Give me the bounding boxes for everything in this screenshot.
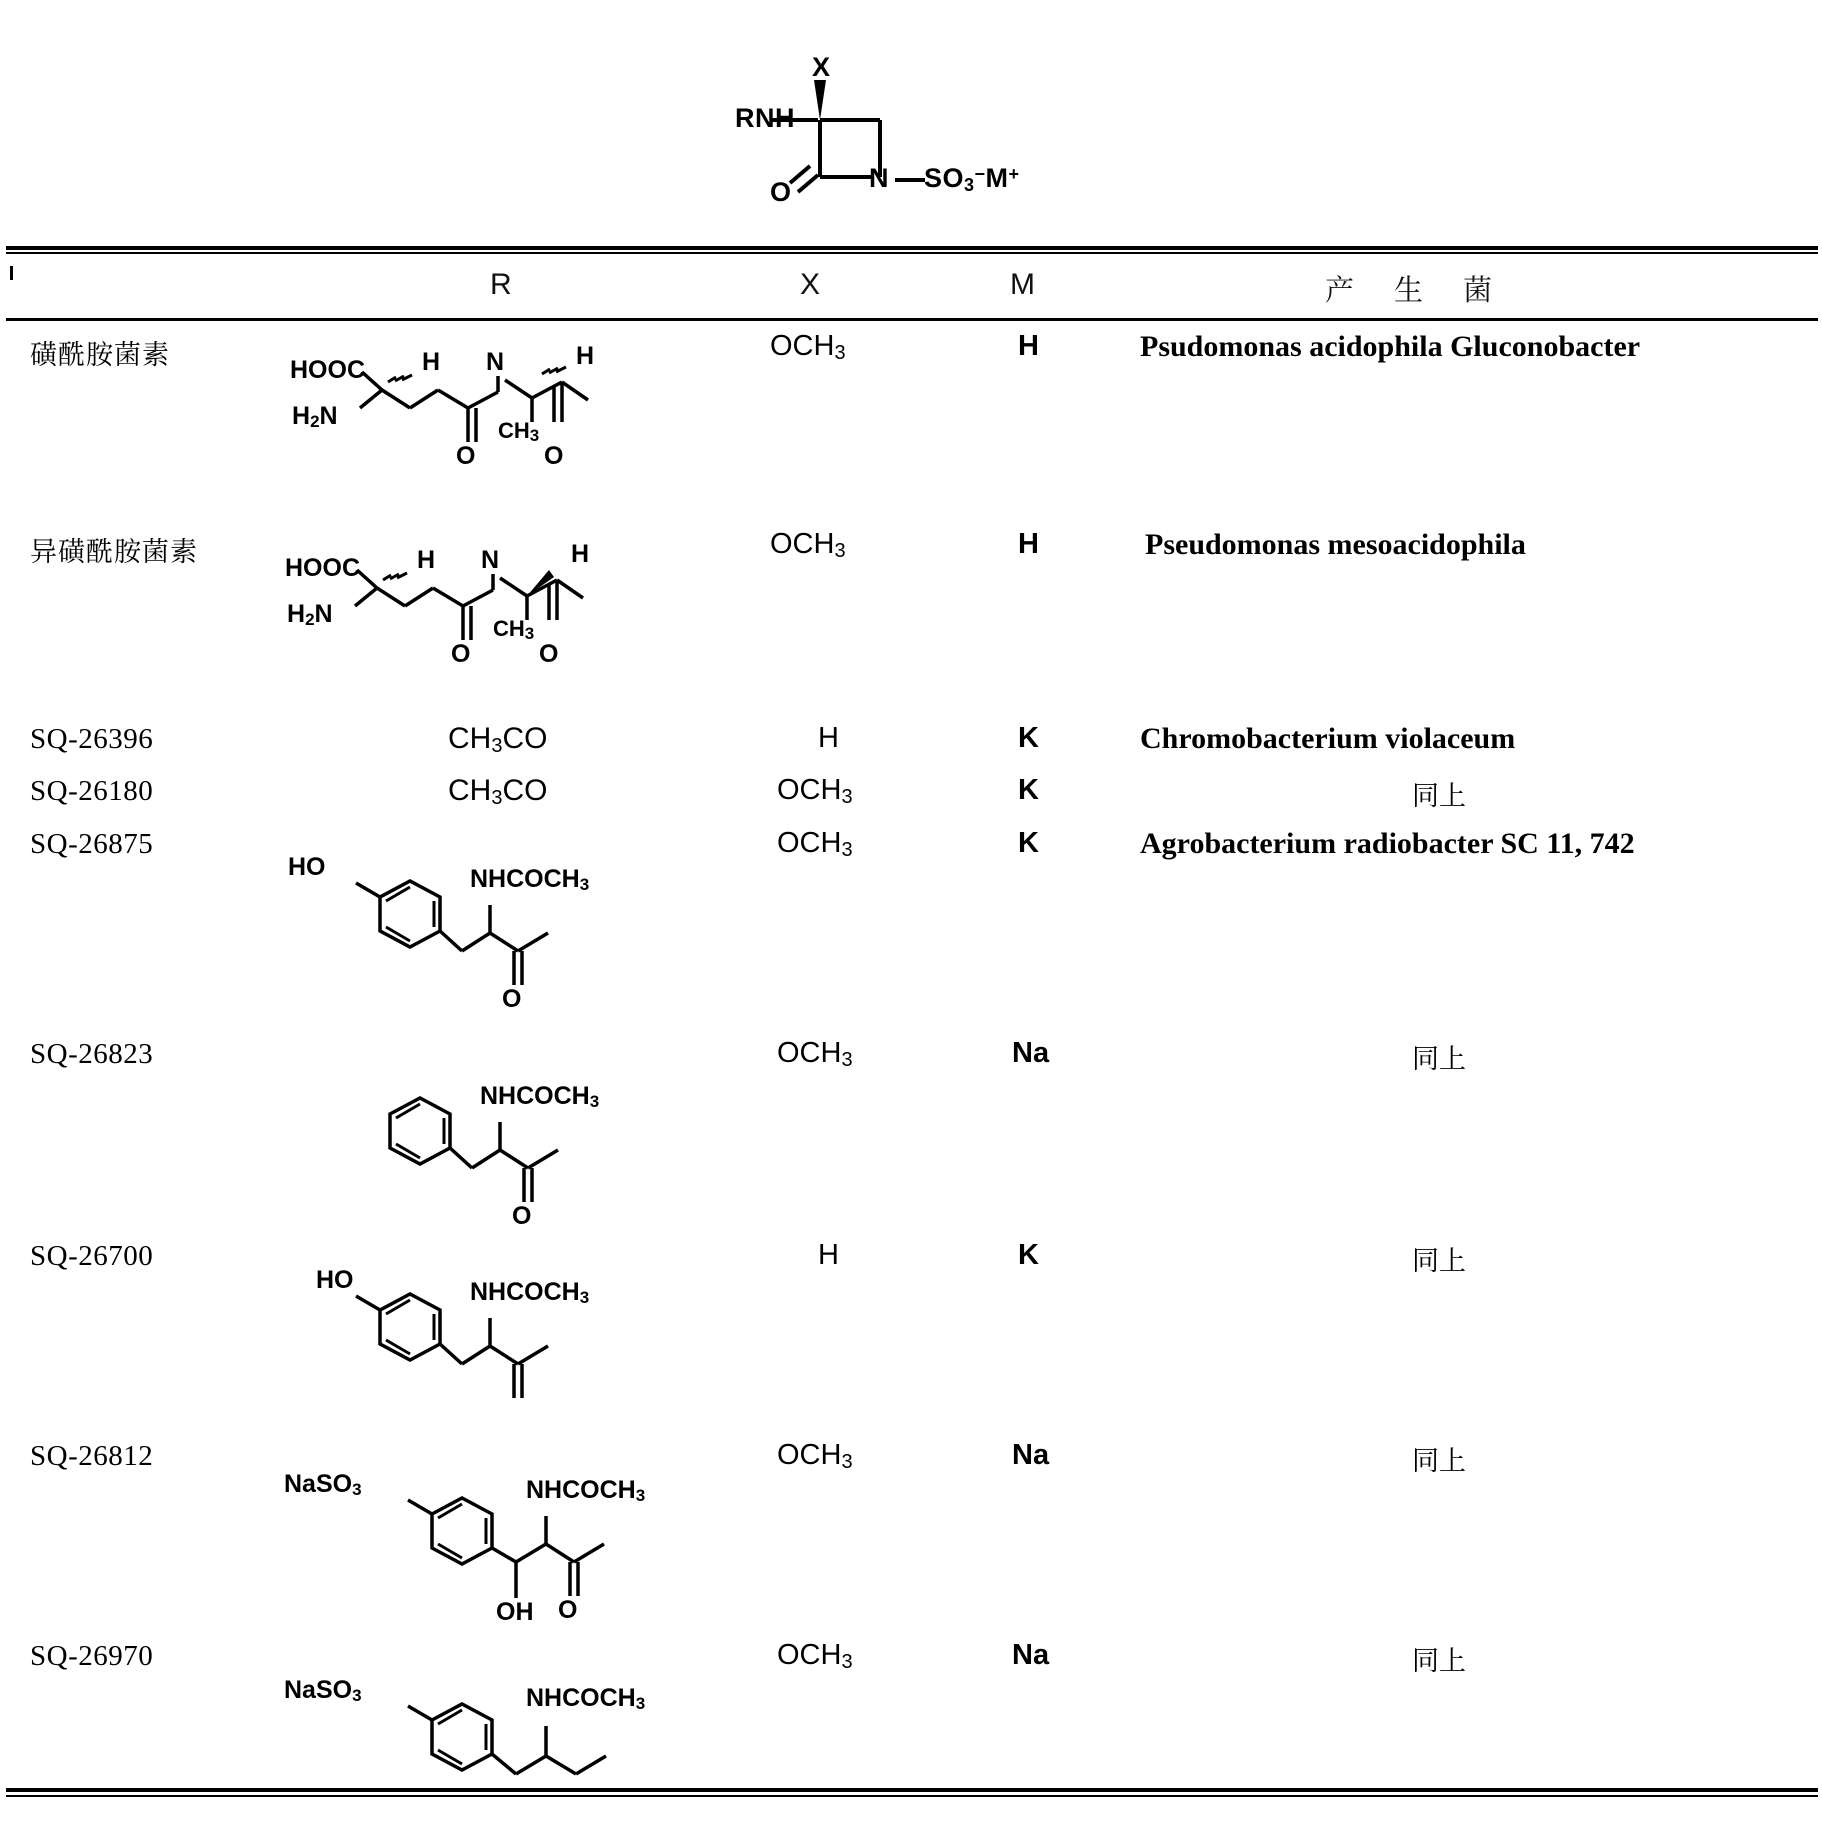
row-r-3: $CH_3CO$ xyxy=(448,774,548,809)
column-header-m: M xyxy=(1010,268,1035,301)
row-producer-4: Agrobacterium radiobacter SC 11, 742 xyxy=(1140,827,1635,860)
structure-label-ch3-1: CH3 xyxy=(493,616,535,643)
structure-label-h-a-0: H xyxy=(422,348,441,376)
table-top-rule xyxy=(6,246,1818,250)
column-header-x: X xyxy=(800,268,821,301)
structure-label-hooc-0: HOOC xyxy=(290,356,365,384)
row-producer-5: 同上 xyxy=(1412,1044,1466,1075)
row-structure-4 xyxy=(288,853,720,1013)
row-m-8: Na xyxy=(1012,1639,1050,1671)
structure-label-o-a-0: O xyxy=(456,442,476,470)
structure-label-ho-4: HO xyxy=(288,853,326,881)
row-producer-3: 同上 xyxy=(1412,781,1466,812)
row-x-7: $OCH_3$ xyxy=(777,1439,853,1473)
row-producer-8: 同上 xyxy=(1412,1646,1466,1677)
row-m-2: K xyxy=(1018,722,1039,754)
row-x-6: H xyxy=(818,1239,839,1271)
row-m-5: Na xyxy=(1012,1037,1050,1069)
row-structure-8 xyxy=(284,1676,740,1818)
structure-label-hooc-1: HOOC xyxy=(285,554,360,582)
structure-label-o-4: O xyxy=(502,985,522,1013)
structure-label-o-b-0: O xyxy=(544,442,564,470)
so3-charge: − xyxy=(974,164,986,184)
row-structure-5 xyxy=(370,1072,770,1230)
row-producer-7: 同上 xyxy=(1412,1446,1466,1477)
table-bottom-rule-thin xyxy=(6,1795,1818,1797)
structure-label-o-a-1: O xyxy=(451,640,471,668)
header-label-n: N xyxy=(869,163,889,193)
header-structure-drawing xyxy=(0,20,1822,220)
column-header-producer: 产 生 菌 xyxy=(1325,275,1509,307)
column-header-r: R xyxy=(490,268,512,301)
structure-label-o-b-1: O xyxy=(539,640,559,668)
table-bottom-rule xyxy=(6,1788,1818,1792)
so3-text: SO xyxy=(924,163,965,193)
row-x-0: $OCH_3$ xyxy=(770,330,846,364)
structure-drawing-8 xyxy=(300,1678,740,1818)
row-structure-0 xyxy=(290,342,720,480)
row-x-3: $OCH_3$ xyxy=(777,774,853,808)
row-x-5: $OCH_3$ xyxy=(777,1037,853,1071)
row-m-3: K xyxy=(1018,774,1039,806)
row-name-5: SQ-26823 xyxy=(30,1038,154,1070)
structure-label-h-b-0: H xyxy=(576,342,595,370)
structure-label-nhcoch3-7: NHCOCH3 xyxy=(526,1476,646,1505)
structure-label-ho-6: HO xyxy=(316,1266,354,1294)
row-structure-6 xyxy=(316,1266,752,1418)
structure-label-o-5: O xyxy=(512,1202,532,1230)
structure-label-h2n-1: H2N xyxy=(287,600,333,629)
header-label-x: X xyxy=(812,52,831,82)
header-left-tick xyxy=(10,266,13,280)
row-structure-7 xyxy=(284,1470,740,1632)
table-top-rule-thin xyxy=(6,252,1818,254)
structure-label-naso3-7: NaSO3 xyxy=(284,1470,362,1499)
structure-label-n-1: N xyxy=(481,546,500,574)
row-name-7: SQ-26812 xyxy=(30,1440,154,1472)
header-chemical-structure xyxy=(0,20,1822,210)
row-producer-6: 同上 xyxy=(1412,1246,1466,1277)
structure-label-h-a-1: H xyxy=(417,546,436,574)
structure-label-nhcoch3-4: NHCOCH3 xyxy=(470,865,590,894)
row-name-4: SQ-26875 xyxy=(30,828,154,860)
row-name-3: SQ-26180 xyxy=(30,775,154,807)
row-x-4: $OCH_3$ xyxy=(777,827,853,861)
structure-label-nhcoch3-8: NHCOCH3 xyxy=(526,1684,646,1713)
row-producer-0: Psudomonas acidophila Gluconobacter xyxy=(1140,330,1641,363)
row-name-8: SQ-26970 xyxy=(30,1640,154,1672)
structure-label-h-b-1: H xyxy=(571,540,590,568)
structure-label-ch3-0: CH3 xyxy=(498,418,540,445)
structure-label-h2n-0: H2N xyxy=(292,402,338,431)
row-structure-1 xyxy=(285,540,715,678)
structure-label-n-0: N xyxy=(486,348,505,376)
row-name-0: 磺酰胺菌素 xyxy=(30,340,170,371)
row-m-1: H xyxy=(1018,528,1039,560)
header-label-o: O xyxy=(770,177,792,207)
header-label-rnh: RNH xyxy=(735,103,795,133)
structure-label-oh-7: OH xyxy=(496,1598,534,1626)
table-header-rule xyxy=(6,318,1818,321)
row-producer-2: Chromobacterium violaceum xyxy=(1140,722,1516,755)
row-m-7: Na xyxy=(1012,1439,1050,1471)
row-x-2: H xyxy=(818,722,839,754)
m-text: M xyxy=(985,163,1009,193)
row-m-4: K xyxy=(1018,827,1039,859)
m-charge: + xyxy=(1008,164,1020,184)
row-r-2: $CH_3CO$ xyxy=(448,722,548,757)
so3-subscript: 3 xyxy=(964,175,975,195)
structure-label-o-7: O xyxy=(558,1596,578,1624)
row-producer-1: Pseudomonas mesoacidophila xyxy=(1145,528,1526,561)
row-name-2: SQ-26396 xyxy=(30,723,154,755)
structure-label-nhcoch3-5: NHCOCH3 xyxy=(480,1082,600,1111)
structure-label-naso3-8: NaSO3 xyxy=(284,1676,362,1705)
structure-label-nhcoch3-6: NHCOCH3 xyxy=(470,1278,590,1307)
row-name-1: 异磺酰胺菌素 xyxy=(30,537,198,568)
row-name-6: SQ-26700 xyxy=(30,1240,154,1272)
row-m-6: K xyxy=(1018,1239,1039,1271)
row-x-1: $OCH_3$ xyxy=(770,528,846,562)
row-x-8: $OCH_3$ xyxy=(777,1639,853,1673)
header-label-so3 xyxy=(924,163,1020,196)
row-m-0: H xyxy=(1018,330,1039,362)
